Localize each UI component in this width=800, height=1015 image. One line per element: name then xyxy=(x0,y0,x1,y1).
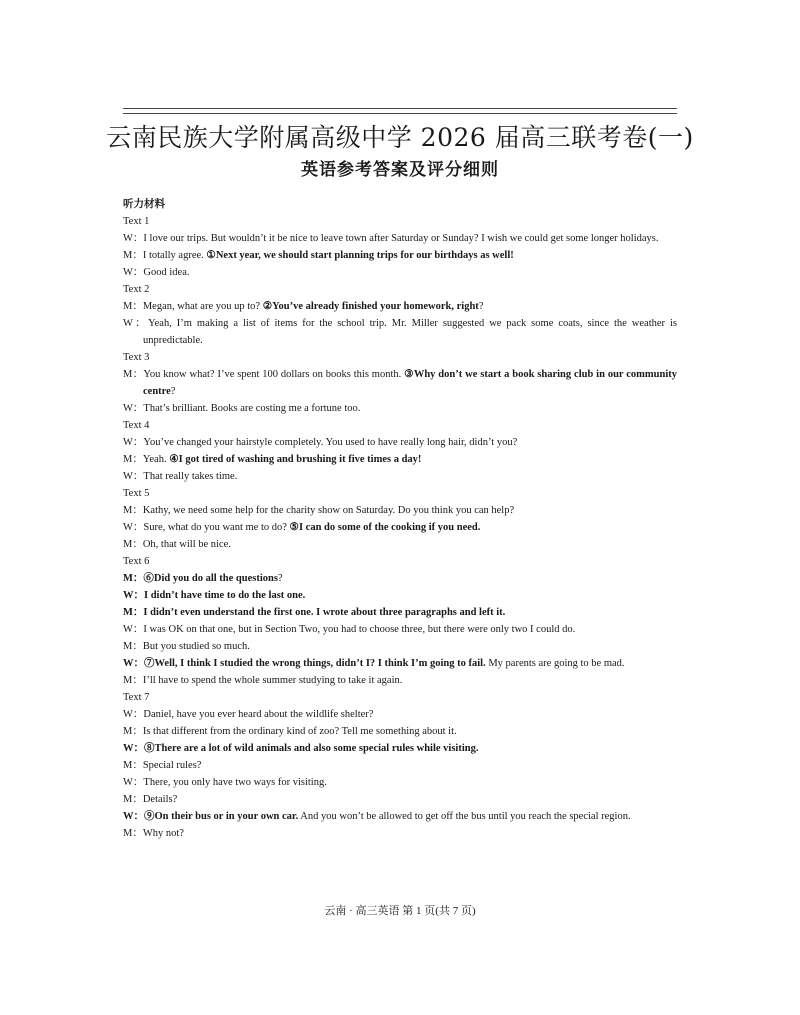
speaker-colon: ： xyxy=(132,607,144,618)
speaker-label: W xyxy=(123,811,134,822)
dialogue-line xyxy=(123,791,677,808)
speaker-label: M xyxy=(123,505,133,516)
speaker-colon: ： xyxy=(132,267,144,278)
dialogue-line xyxy=(123,638,677,655)
dialogue-text: Oh, that will be nice. xyxy=(142,539,231,550)
speaker-label: M xyxy=(123,794,133,805)
speaker-label: M xyxy=(123,675,133,686)
answer-text: ③Why don’t we start a book sharing club in our community centre xyxy=(143,369,678,397)
dialogue-text: Sure, what do you want me to do? xyxy=(143,522,290,533)
dialogue-line xyxy=(123,604,677,621)
answer-text: ②You’ve already finished your homework, right xyxy=(262,301,479,312)
answer-text: ⑧There are a lot of wild animals and also some special rules while visiting. xyxy=(144,743,479,754)
speaker-colon: ： xyxy=(132,624,144,635)
text-label: Text 1 xyxy=(123,216,150,227)
answer-text: I didn’t have time to do the last one. xyxy=(144,590,306,601)
speaker-colon: ： xyxy=(132,250,143,261)
answer-text: ⑨On their bus or in your own car. xyxy=(144,811,299,822)
dialogue-line xyxy=(123,655,677,672)
dialogue-text: Is that different from the ordinary kind of zoo? Tell me something about it. xyxy=(142,726,457,737)
dialogue-line xyxy=(123,621,677,638)
speaker-colon: ： xyxy=(132,777,144,788)
speaker-label: W xyxy=(123,437,133,448)
speaker-colon: ： xyxy=(132,573,144,584)
dialogue-text: I was OK on that one, but in Section Two, you had to choose three, but there were only two I could do. xyxy=(143,624,576,635)
text-label: Text 4 xyxy=(123,420,150,431)
dialogue-line xyxy=(123,247,677,264)
dialogue-line xyxy=(123,672,677,689)
speaker-colon: ： xyxy=(132,522,144,533)
text-label: Text 3 xyxy=(123,352,150,363)
dialogue-line xyxy=(123,230,677,247)
dialogue-line xyxy=(123,706,677,723)
dialogue-text: You’ve changed your hairstyle completely. You used to have really long hair, didn’t you? xyxy=(143,437,518,448)
dialogue-line xyxy=(123,723,677,740)
speaker-colon: ： xyxy=(132,233,144,244)
dialogue-text: Special rules? xyxy=(142,760,202,771)
speaker-colon: ： xyxy=(132,301,143,312)
dialogue-text: ? xyxy=(478,301,484,312)
dialogue-text: There, you only have two ways for visiting. xyxy=(143,777,327,788)
dialogue-text: ? xyxy=(277,573,283,584)
text-label: Text 5 xyxy=(123,488,150,499)
speaker-colon: ： xyxy=(132,471,144,482)
speaker-label: W xyxy=(123,233,133,244)
dialogue-line xyxy=(123,502,677,519)
transcript xyxy=(123,213,677,842)
speaker-label: W xyxy=(123,743,134,754)
page-title: 云南民族大学附属高级中学 2026 届高三联考卷(一) xyxy=(106,123,694,152)
dialogue-line xyxy=(123,757,677,774)
dialogue-text: That’s brilliant. Books are costing me a fortune too. xyxy=(143,403,361,414)
dialogue-text: Yeah, I’m making a list of items for the school trip. Mr. Miller suggested we pack some coats, since the weather is unpredictable. xyxy=(143,318,677,346)
speaker-colon: ： xyxy=(132,505,143,516)
speaker-colon: ： xyxy=(132,454,143,465)
dialogue-text: Kathy, we need some help for the charity show on Saturday. Do you think you can help? xyxy=(142,505,515,516)
answer-text: I didn’t even understand the first one. I wrote about three paragraphs and left it. xyxy=(143,607,506,618)
dialogue-text: Why not? xyxy=(142,828,184,839)
dialogue-text: Megan, what are you up to? xyxy=(142,301,263,312)
dialogue-text: But you studied so much. xyxy=(142,641,250,652)
dialogue-text: ? xyxy=(170,386,176,397)
answer-text: ④I got tired of washing and brushing it five times a day! xyxy=(169,454,422,465)
speaker-label: M xyxy=(123,726,133,737)
speaker-label: M xyxy=(123,828,133,839)
speaker-label: M xyxy=(123,573,133,584)
speaker-label: M xyxy=(123,301,133,312)
speaker-label: M xyxy=(123,250,133,261)
dialogue-line xyxy=(123,264,677,281)
text-label: Text 2 xyxy=(123,284,150,295)
dialogue-text: That really takes time. xyxy=(143,471,238,482)
text-label: Text 7 xyxy=(123,692,150,703)
speaker-colon: ： xyxy=(133,743,144,754)
speaker-colon: ： xyxy=(133,811,144,822)
speaker-label: W xyxy=(123,590,134,601)
dialogue-line xyxy=(123,451,677,468)
dialogue-line xyxy=(123,366,677,400)
dialogue-line xyxy=(123,536,677,553)
speaker-colon: ： xyxy=(132,437,144,448)
page-footer: 云南 · 高三英语 第 1 页(共 7 页) xyxy=(324,905,476,917)
header-rule-top xyxy=(123,108,677,109)
speaker-label: W xyxy=(123,777,133,788)
page-subtitle: 英语参考答案及评分细则 xyxy=(301,160,499,180)
speaker-label: W xyxy=(123,522,133,533)
document-body xyxy=(123,196,677,842)
dialogue-line xyxy=(123,468,677,485)
dialogue-text: And you won’t be allowed to get off the bus until you reach the special region. xyxy=(298,811,631,822)
speaker-colon: ： xyxy=(132,318,149,329)
speaker-label: M xyxy=(123,607,133,618)
dialogue-line xyxy=(123,570,677,587)
dialogue-line xyxy=(123,400,677,417)
header-rule-bottom xyxy=(123,113,677,114)
dialogue-text: My parents are going to be mad. xyxy=(485,658,625,669)
dialogue-line xyxy=(123,298,677,315)
dialogue-text: Daniel, have you ever heard about the wildlife shelter? xyxy=(143,709,374,720)
dialogue-line xyxy=(123,434,677,451)
speaker-colon: ： xyxy=(132,794,143,805)
answer-text: ⑦Well, I think I studied the wrong things, didn’t I? I think I’m going to fail. xyxy=(144,658,486,669)
speaker-label: M xyxy=(123,454,133,465)
speaker-colon: ： xyxy=(132,539,143,550)
answer-text: ⑤I can do some of the cooking if you need. xyxy=(289,522,481,533)
section-title: 听力材料 xyxy=(123,198,165,210)
speaker-label: W xyxy=(123,318,133,329)
speaker-label: W xyxy=(123,624,133,635)
speaker-colon: ： xyxy=(132,403,144,414)
dialogue-line xyxy=(123,825,677,842)
dialogue-text: Details? xyxy=(142,794,178,805)
dialogue-text: I totally agree. xyxy=(142,250,207,261)
dialogue-text: I’ll have to spend the whole summer studying to take it again. xyxy=(142,675,403,686)
speaker-colon: ： xyxy=(133,658,144,669)
speaker-colon: ： xyxy=(132,675,143,686)
speaker-colon: ： xyxy=(132,726,143,737)
speaker-label: W xyxy=(123,267,133,278)
speaker-label: W xyxy=(123,658,134,669)
speaker-colon: ： xyxy=(133,590,144,601)
speaker-label: M xyxy=(123,539,133,550)
speaker-colon: ： xyxy=(132,760,143,771)
dialogue-text: Good idea. xyxy=(143,267,190,278)
dialogue-line xyxy=(123,774,677,791)
speaker-label: W xyxy=(123,471,133,482)
dialogue-line xyxy=(123,740,677,757)
speaker-label: M xyxy=(123,760,133,771)
speaker-colon: ： xyxy=(132,369,144,380)
speaker-colon: ： xyxy=(132,828,143,839)
dialogue-line xyxy=(123,519,677,536)
dialogue-line xyxy=(123,587,677,604)
speaker-label: M xyxy=(123,369,133,380)
speaker-label: W xyxy=(123,709,133,720)
speaker-label: M xyxy=(123,641,133,652)
text-label: Text 6 xyxy=(123,556,150,567)
dialogue-line xyxy=(123,315,677,349)
dialogue-line xyxy=(123,808,677,825)
speaker-colon: ： xyxy=(132,641,143,652)
answer-text: ⑥Did you do all the questions xyxy=(143,573,278,584)
speaker-colon: ： xyxy=(132,709,144,720)
dialogue-text: You know what? I’ve spent 100 dollars on books this month. xyxy=(143,369,405,380)
dialogue-text: I love our trips. But wouldn’t it be nice to leave town after Saturday or Sunday? I wish we could get some longer holidays. xyxy=(143,233,659,244)
speaker-label: W xyxy=(123,403,133,414)
answer-text: ①Next year, we should start planning trips for our birthdays as well! xyxy=(206,250,514,261)
dialogue-text: Yeah. xyxy=(142,454,170,465)
